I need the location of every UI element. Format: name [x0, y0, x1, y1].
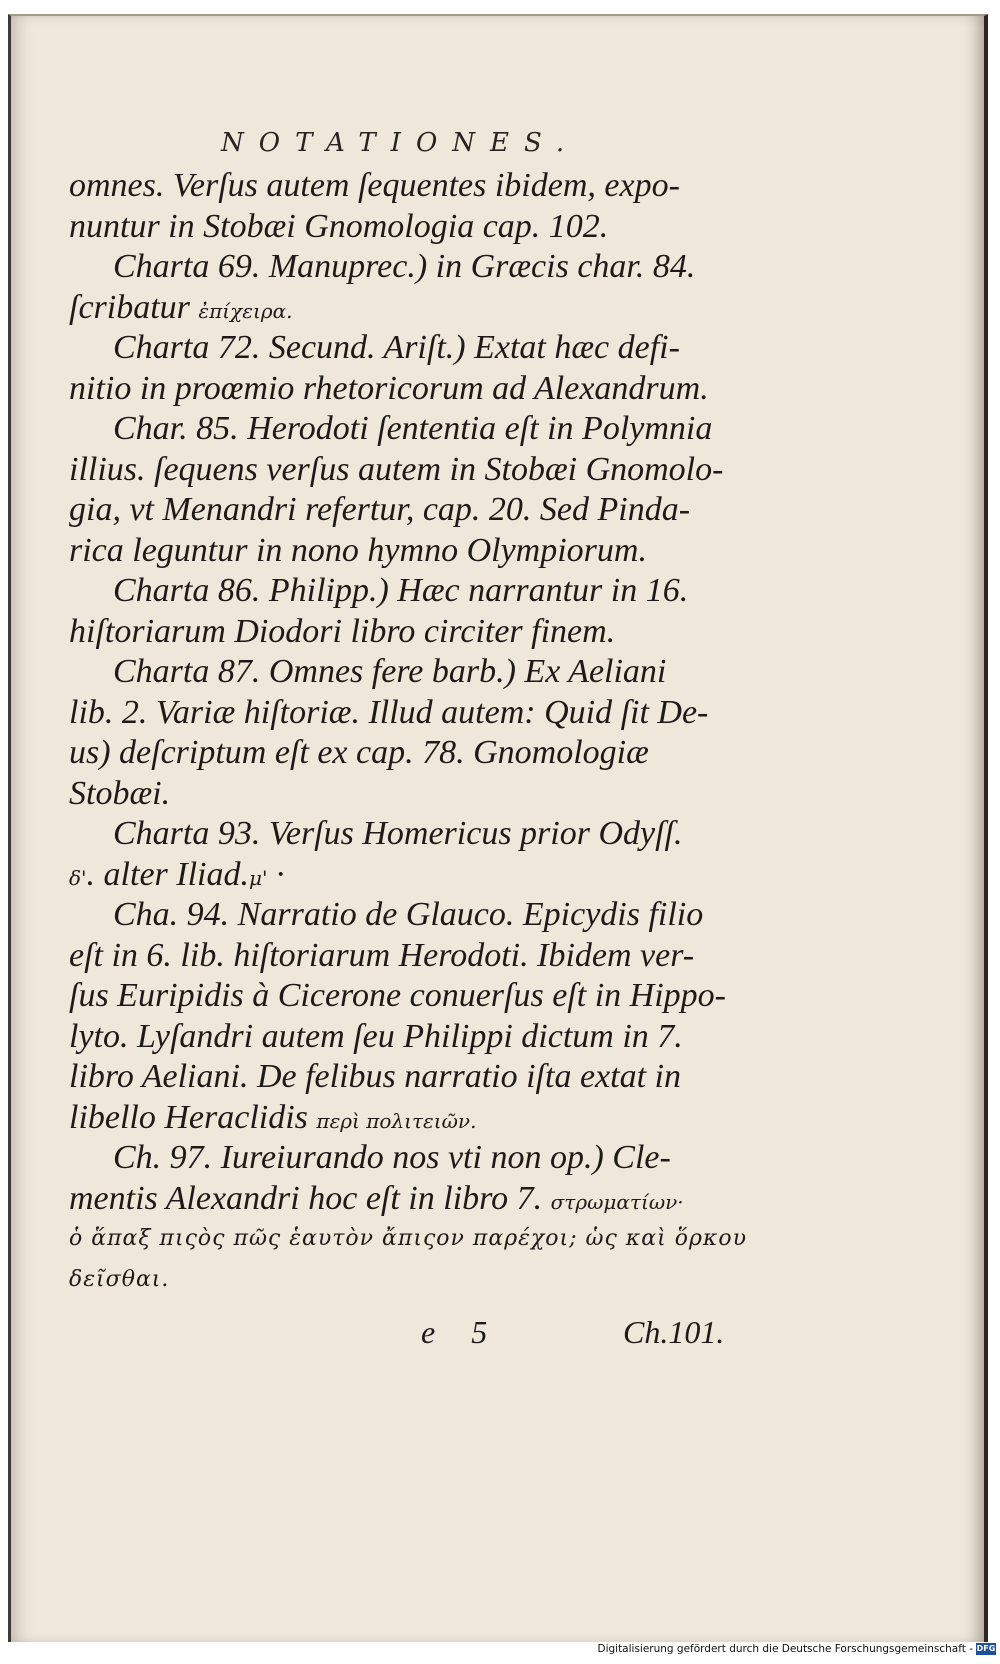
- text-line: rica leguntur in nono hymno Olympiorum.: [69, 531, 647, 569]
- text-line: Cha. 94. Narratio de Glauco. Epicydis filio: [113, 896, 704, 933]
- greek-letter: δ': [69, 865, 87, 890]
- text-line: Charta 87. Omnes fere barb.) Ex Aeliani: [113, 653, 667, 690]
- text-line: us) deſcriptum eſt ex cap. 78. Gnomologiæ: [69, 734, 649, 771]
- greek-word: στρωματίων·: [550, 1189, 684, 1214]
- text-line: nuntur in Stobæi Gnomologia cap. 102.: [69, 207, 609, 245]
- catchword: Ch.101.: [623, 1314, 725, 1350]
- signature-mark: e 5: [421, 1314, 502, 1350]
- greek-word: ἐπίχειρα.: [198, 298, 293, 323]
- greek-letter: μ': [248, 865, 268, 890]
- dfg-logo: DFG: [976, 1644, 996, 1653]
- text-line-with-greek: δ'. alter Iliad.μ' ·: [69, 855, 285, 893]
- text-line: gia, vt Menandri refertur, cap. 20. Sed Pinda-: [69, 491, 691, 528]
- text-line: Stobæi.: [69, 774, 171, 812]
- text-line: Charta 72. Secund. Ariſt.) Extat hæc defi-: [113, 329, 680, 366]
- text-line: lib. 2. Variæ hiſtoriæ. Illud autem: Quid ſit De-: [69, 693, 709, 731]
- text-line-with-greek: [69, 1179, 759, 1220]
- credit-text: Digitalisierung gefördert durch die Deutsche Forschungsgemeinschaft -: [597, 1643, 973, 1655]
- text-fragment: . alter Iliad.: [86, 855, 249, 893]
- page-body-text: [69, 166, 759, 1300]
- text-line: libro Aeliani. De felibus narratio iſta extat in: [69, 1058, 681, 1095]
- text-line: ſus Euripidis à Cicerone conuerſus eſt in Hippo-: [69, 977, 726, 1014]
- greek-quote-line: δεῖσθαι.: [69, 1266, 170, 1292]
- text-line: eſt in 6. lib. hiſtoriarum Herodoti. Ibidem ver-: [69, 936, 695, 974]
- text-line: omnes. Verſus autem ſequentes ibidem, expo-: [69, 167, 680, 204]
- text-line: hiſtoriarum Diodori libro circiter finem.: [69, 612, 616, 650]
- text-fragment: ſcribatur: [69, 288, 190, 326]
- book-page: [8, 14, 988, 1642]
- text-line: Charta 86. Philipp.) Hæc narrantur in 16.: [113, 572, 689, 609]
- greek-phrase: περὶ πολιτειῶν.: [316, 1108, 477, 1133]
- text-fragment: libello Heraclidis: [69, 1098, 308, 1136]
- text-fragment: mentis Alexandri hoc eſt in libro 7.: [69, 1179, 543, 1217]
- text-line: Char. 85. Herodoti ſententia eſt in Polymnia: [113, 410, 713, 447]
- text-line-with-greek: [69, 1098, 759, 1139]
- text-line: nitio in proœmio rhetoricorum ad Alexandrum.: [69, 369, 709, 407]
- text-line-with-greek: [69, 288, 759, 329]
- text-line: Charta 93. Verſus Homericus prior Odyſſ.: [113, 815, 683, 852]
- text-line: Ch. 97. Iureiurando nos vti non op.) Cle-: [113, 1139, 671, 1176]
- greek-quote-line: ὁ ἅπαξ πιςὸς πῶς ἑαυτὸν ἄπιςον παρέχοι; ὡς καὶ ὅρκου: [69, 1226, 747, 1251]
- text-line: illius. ſequens verſus autem in Stobæi Gnomolo-: [69, 450, 724, 488]
- text-line: Charta 69. Manuprec.) in Græcis char. 84.: [113, 248, 696, 285]
- digitization-credit: [597, 1640, 996, 1658]
- text-line: lyto. Lyſandri autem ſeu Philippi dictum in 7.: [69, 1017, 683, 1055]
- running-head: NOTATIONES.: [221, 128, 580, 158]
